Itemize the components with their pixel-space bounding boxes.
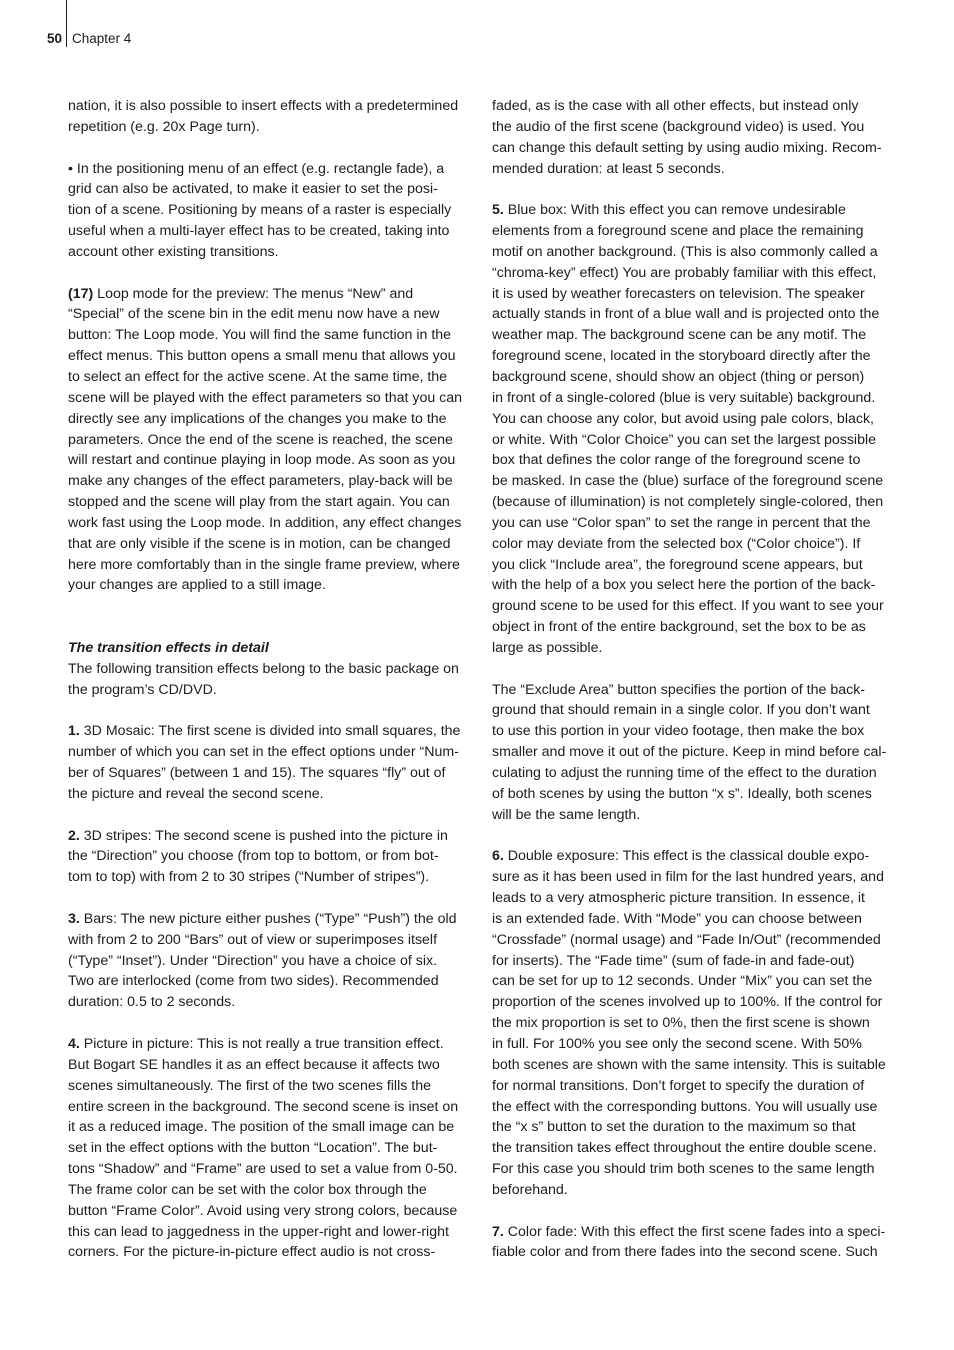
chapter-label: Chapter 4: [72, 31, 132, 46]
text-line: 7. Color fade: With this effect the first scene fades into a speci-: [492, 1223, 886, 1240]
text-line: with the help of a box you select here the portion of the back-: [492, 577, 876, 594]
text-line: in front of a single-colored (blue is very suitable) background.: [492, 389, 876, 406]
text-line: 3. Bars: The new picture either pushes (“Type” “Push”) the old: [68, 910, 457, 927]
text-line: color may deviate from the selected box (“Color choice”). If: [492, 535, 861, 552]
paragraph: [68, 721, 483, 804]
text-line: The “Exclude Area” button specifies the portion of the back-: [492, 681, 866, 698]
text-line: can be set for up to 12 seconds. Under “Mix” you can set the: [492, 973, 873, 990]
item-number: 4.: [68, 1035, 80, 1052]
text-line: tom to top) with from 2 to 30 stripes (“Number of stripes”).: [68, 869, 430, 886]
text-line: For this case you should trim both scenes to the same length: [492, 1161, 875, 1178]
text-line: ground scene to be used for this effect. If you want to see your: [492, 598, 884, 615]
section-heading: The transition effects in detail: [68, 639, 269, 656]
right-column: [492, 96, 912, 1284]
text-line: box that defines the color range of the foreground scene to: [492, 452, 861, 469]
item-number: 5.: [492, 202, 504, 219]
paragraph: [492, 680, 912, 826]
spacer: [68, 617, 483, 638]
item-number: 1.: [68, 723, 80, 740]
paragraph: [68, 826, 483, 889]
text-line: Two are interlocked (come from two sides). Recommended: [68, 973, 439, 990]
text-line: useful when a multi-layer effect has to be created, taking into: [68, 223, 450, 240]
text-line: scene will be played with the effect parameters so that you can: [68, 389, 463, 406]
paragraph: [492, 200, 912, 659]
paragraph: [68, 159, 483, 263]
text-line: effect menus. This button opens a small menu that allows you: [68, 348, 456, 365]
text-line: (because of illumination) is not completely single-colored, then: [492, 494, 884, 511]
text-line: foreground scene, located in the storyboard directly after the: [492, 348, 871, 365]
text-line: corners. For the picture-in-picture effect audio is not cross-: [68, 1244, 436, 1261]
text-line: the audio of the first scene (background video) is used. You: [492, 118, 865, 135]
text-line: culating to adjust the running time of the effect to the duration: [492, 765, 877, 781]
text-line: the “Direction” you choose (from top to bottom, or from bot-: [68, 848, 439, 865]
item-number: 2.: [68, 827, 80, 844]
item-number: (17): [68, 285, 94, 302]
text-line: “Crossfade” (normal usage) and “Fade In/Out” (recommended: [492, 931, 881, 948]
text-line: elements from a foreground scene and place the remaining: [492, 223, 864, 240]
text-line: the transition takes effect throughout the entire double scene.: [492, 1140, 877, 1157]
text-line: proportion of the scenes involved up to 100%. If the control for: [492, 994, 883, 1011]
header-rule: [66, 0, 67, 47]
text-line: or white. With “Color Choice” you can set the largest possible: [492, 431, 877, 448]
text-line: here more comfortably than in the single frame preview, where: [68, 556, 460, 573]
text-line: grid can also be activated, to make it easier to set the posi-: [68, 181, 438, 198]
text-line: mended duration: at least 5 seconds.: [492, 160, 725, 177]
text-line: entire screen in the background. The second scene is inset on: [68, 1098, 459, 1115]
text-line: duration: 0.5 to 2 seconds.: [68, 994, 236, 1011]
text-line: 2. 3D stripes: The second scene is pushed into the picture in: [68, 827, 448, 844]
paragraph: [68, 909, 483, 1013]
item-number: 3.: [68, 910, 80, 927]
text-line: the mix proportion is set to 0%, then the first scene is shown: [492, 1015, 870, 1032]
text-line: ber of Squares” (between 1 and 15). The squares “fly” out of: [68, 765, 446, 781]
text-line: 1. 3D Mosaic: The first scene is divided into small squares, the: [68, 723, 461, 740]
item-number: 6.: [492, 848, 504, 865]
paragraph: [68, 96, 483, 138]
text-line: to select an effect for the active scene. At the same time, the: [68, 368, 448, 385]
text-line: “chroma-key” effect) You are probably familiar with this effect,: [492, 264, 877, 281]
paragraph: [68, 1034, 483, 1263]
text-line: it as a reduced image. The position of the small image can be: [68, 1119, 455, 1136]
text-line: stopped and the scene will play from the start again. You can: [68, 494, 450, 511]
text-line: is an extended fade. With “Mode” you can choose between: [492, 910, 862, 927]
text-line: make any changes of the effect parameters, play-back will be: [68, 473, 453, 490]
text-line: the program’s CD/DVD.: [68, 681, 217, 698]
text-line: set in the effect options with the button “Location”. The but-: [68, 1140, 438, 1157]
text-line: you can use “Color span” to set the range in percent that the: [492, 514, 871, 531]
text-line: with from 2 to 200 “Bars” out of view or superimposes itself: [68, 931, 438, 948]
text-line: faded, as is the case with all other effects, but instead only: [492, 98, 859, 114]
text-line: tion of a scene. Positioning by means of a raster is especially: [68, 202, 452, 219]
paragraph: [68, 638, 483, 701]
text-line: scenes simultaneously. The first of the two scenes fills the: [68, 1077, 431, 1094]
text-line: will restart and continue playing in loop mode. As soon as you: [68, 452, 456, 469]
text-line: repetition (e.g. 20x Page turn).: [68, 118, 260, 135]
text-line: your changes are applied to a still image.: [68, 577, 326, 594]
text-line: object in front of the entire background, set the box to be as: [492, 619, 866, 636]
text-line: sure as it has been used in film for the last hundred years, and: [492, 869, 884, 886]
text-line: 4. Picture in picture: This is not really a true transition effect.: [68, 1035, 444, 1052]
text-line: of both scenes by using the button “x s”. Ideally, both scenes: [492, 785, 872, 802]
text-line: be masked. In case the (blue) surface of the foreground scene: [492, 473, 884, 490]
text-line: work fast using the Loop mode. In addition, any effect changes: [68, 514, 462, 531]
text-line: it is used by weather forecasters on television. The speaker: [492, 285, 865, 302]
text-line: the picture and reveal the second scene.: [68, 785, 324, 802]
text-line: weather map. The background scene can be any motif. The: [492, 327, 867, 344]
text-line: (17) Loop mode for the preview: The menus “New” and: [68, 285, 414, 302]
page-number: 50: [46, 31, 62, 46]
text-line: tons “Shadow” and “Frame” are used to set a value from 0-50.: [68, 1161, 458, 1178]
text-line: background scene, should show an object (thing or person): [492, 368, 865, 385]
text-line: can change this default setting by using audio mixing. Recom-: [492, 139, 882, 156]
text-line: • In the positioning menu of an effect (e.g. rectangle fade), a: [68, 160, 445, 177]
text-line: account other existing transitions.: [68, 243, 279, 260]
text-line: actually stands in front of a blue wall and is projected onto the: [492, 306, 880, 323]
text-line: will be the same length.: [492, 806, 641, 823]
text-line: But Bogart SE handles it as an effect because it affects two: [68, 1056, 440, 1073]
paragraph: [68, 284, 483, 597]
left-column: [68, 96, 483, 1284]
text-line: You can choose any color, but avoid using pale colors, black,: [492, 410, 874, 427]
text-line: the effect with the corresponding buttons. You will usually use: [492, 1098, 878, 1115]
text-line: parameters. Once the end of the scene is reached, the scene: [68, 431, 453, 448]
text-line: fiable color and from there fades into the second scene. Such: [492, 1244, 878, 1261]
text-line: 5. Blue box: With this effect you can remove undesirable: [492, 202, 846, 219]
text-line: large as possible.: [492, 639, 603, 656]
text-line: for normal transitions. Don’t forget to specify the duration of: [492, 1077, 865, 1094]
text-line: in full. For 100% you see only the second scene. With 50%: [492, 1035, 862, 1052]
text-line: number of which you can set in the effect options under “Num-: [68, 744, 459, 761]
text-line: beforehand.: [492, 1181, 568, 1198]
text-line: for inserts). The “Fade time” (sum of fade-in and fade-out): [492, 952, 855, 969]
text-line: directly see any implications of the changes you make to the: [68, 410, 447, 427]
paragraph: [492, 96, 912, 179]
text-line: you click “Include area”, the foreground scene appears, but: [492, 556, 863, 573]
text-line: nation, it is also possible to insert effects with a predetermined: [68, 98, 459, 114]
text-line: “Special” of the scene bin in the edit menu now have a new: [68, 306, 440, 323]
item-number: 7.: [492, 1223, 504, 1240]
paragraph: [492, 846, 912, 1200]
text-line: The following transition effects belong to the basic package on: [68, 660, 459, 677]
text-line: The frame color can be set with the color box through the: [68, 1181, 427, 1198]
text-line: to use this portion in your video footage, then make the box: [492, 723, 865, 740]
text-line: that are only visible if the scene is in motion, can be changed: [68, 535, 451, 552]
text-line: this can lead to jaggedness in the upper-right and lower-right: [68, 1223, 449, 1240]
text-line: button “Frame Color”. Avoid using very strong colors, because: [68, 1202, 458, 1219]
text-line: (“Type” “Inset”). Under “Direction” you have a choice of six.: [68, 952, 438, 969]
text-line: button: The Loop mode. You will find the same function in the: [68, 327, 452, 344]
text-line: motif on another background. (This is also commonly called a: [492, 243, 878, 260]
text-line: both scenes are shown with the same intensity. This is suitable: [492, 1056, 886, 1073]
text-line: leads to a very atmospheric picture transition. In essence, it: [492, 890, 865, 907]
text-line: 6. Double exposure: This effect is the classical double expo-: [492, 848, 870, 865]
text-line: smaller and move it out of the picture. Keep in mind before cal-: [492, 744, 887, 761]
paragraph: [492, 1222, 912, 1264]
text-line: the “x s” button to set the duration to the maximum so that: [492, 1119, 856, 1136]
text-line: ground that should remain in a single color. If you don’t want: [492, 702, 870, 719]
